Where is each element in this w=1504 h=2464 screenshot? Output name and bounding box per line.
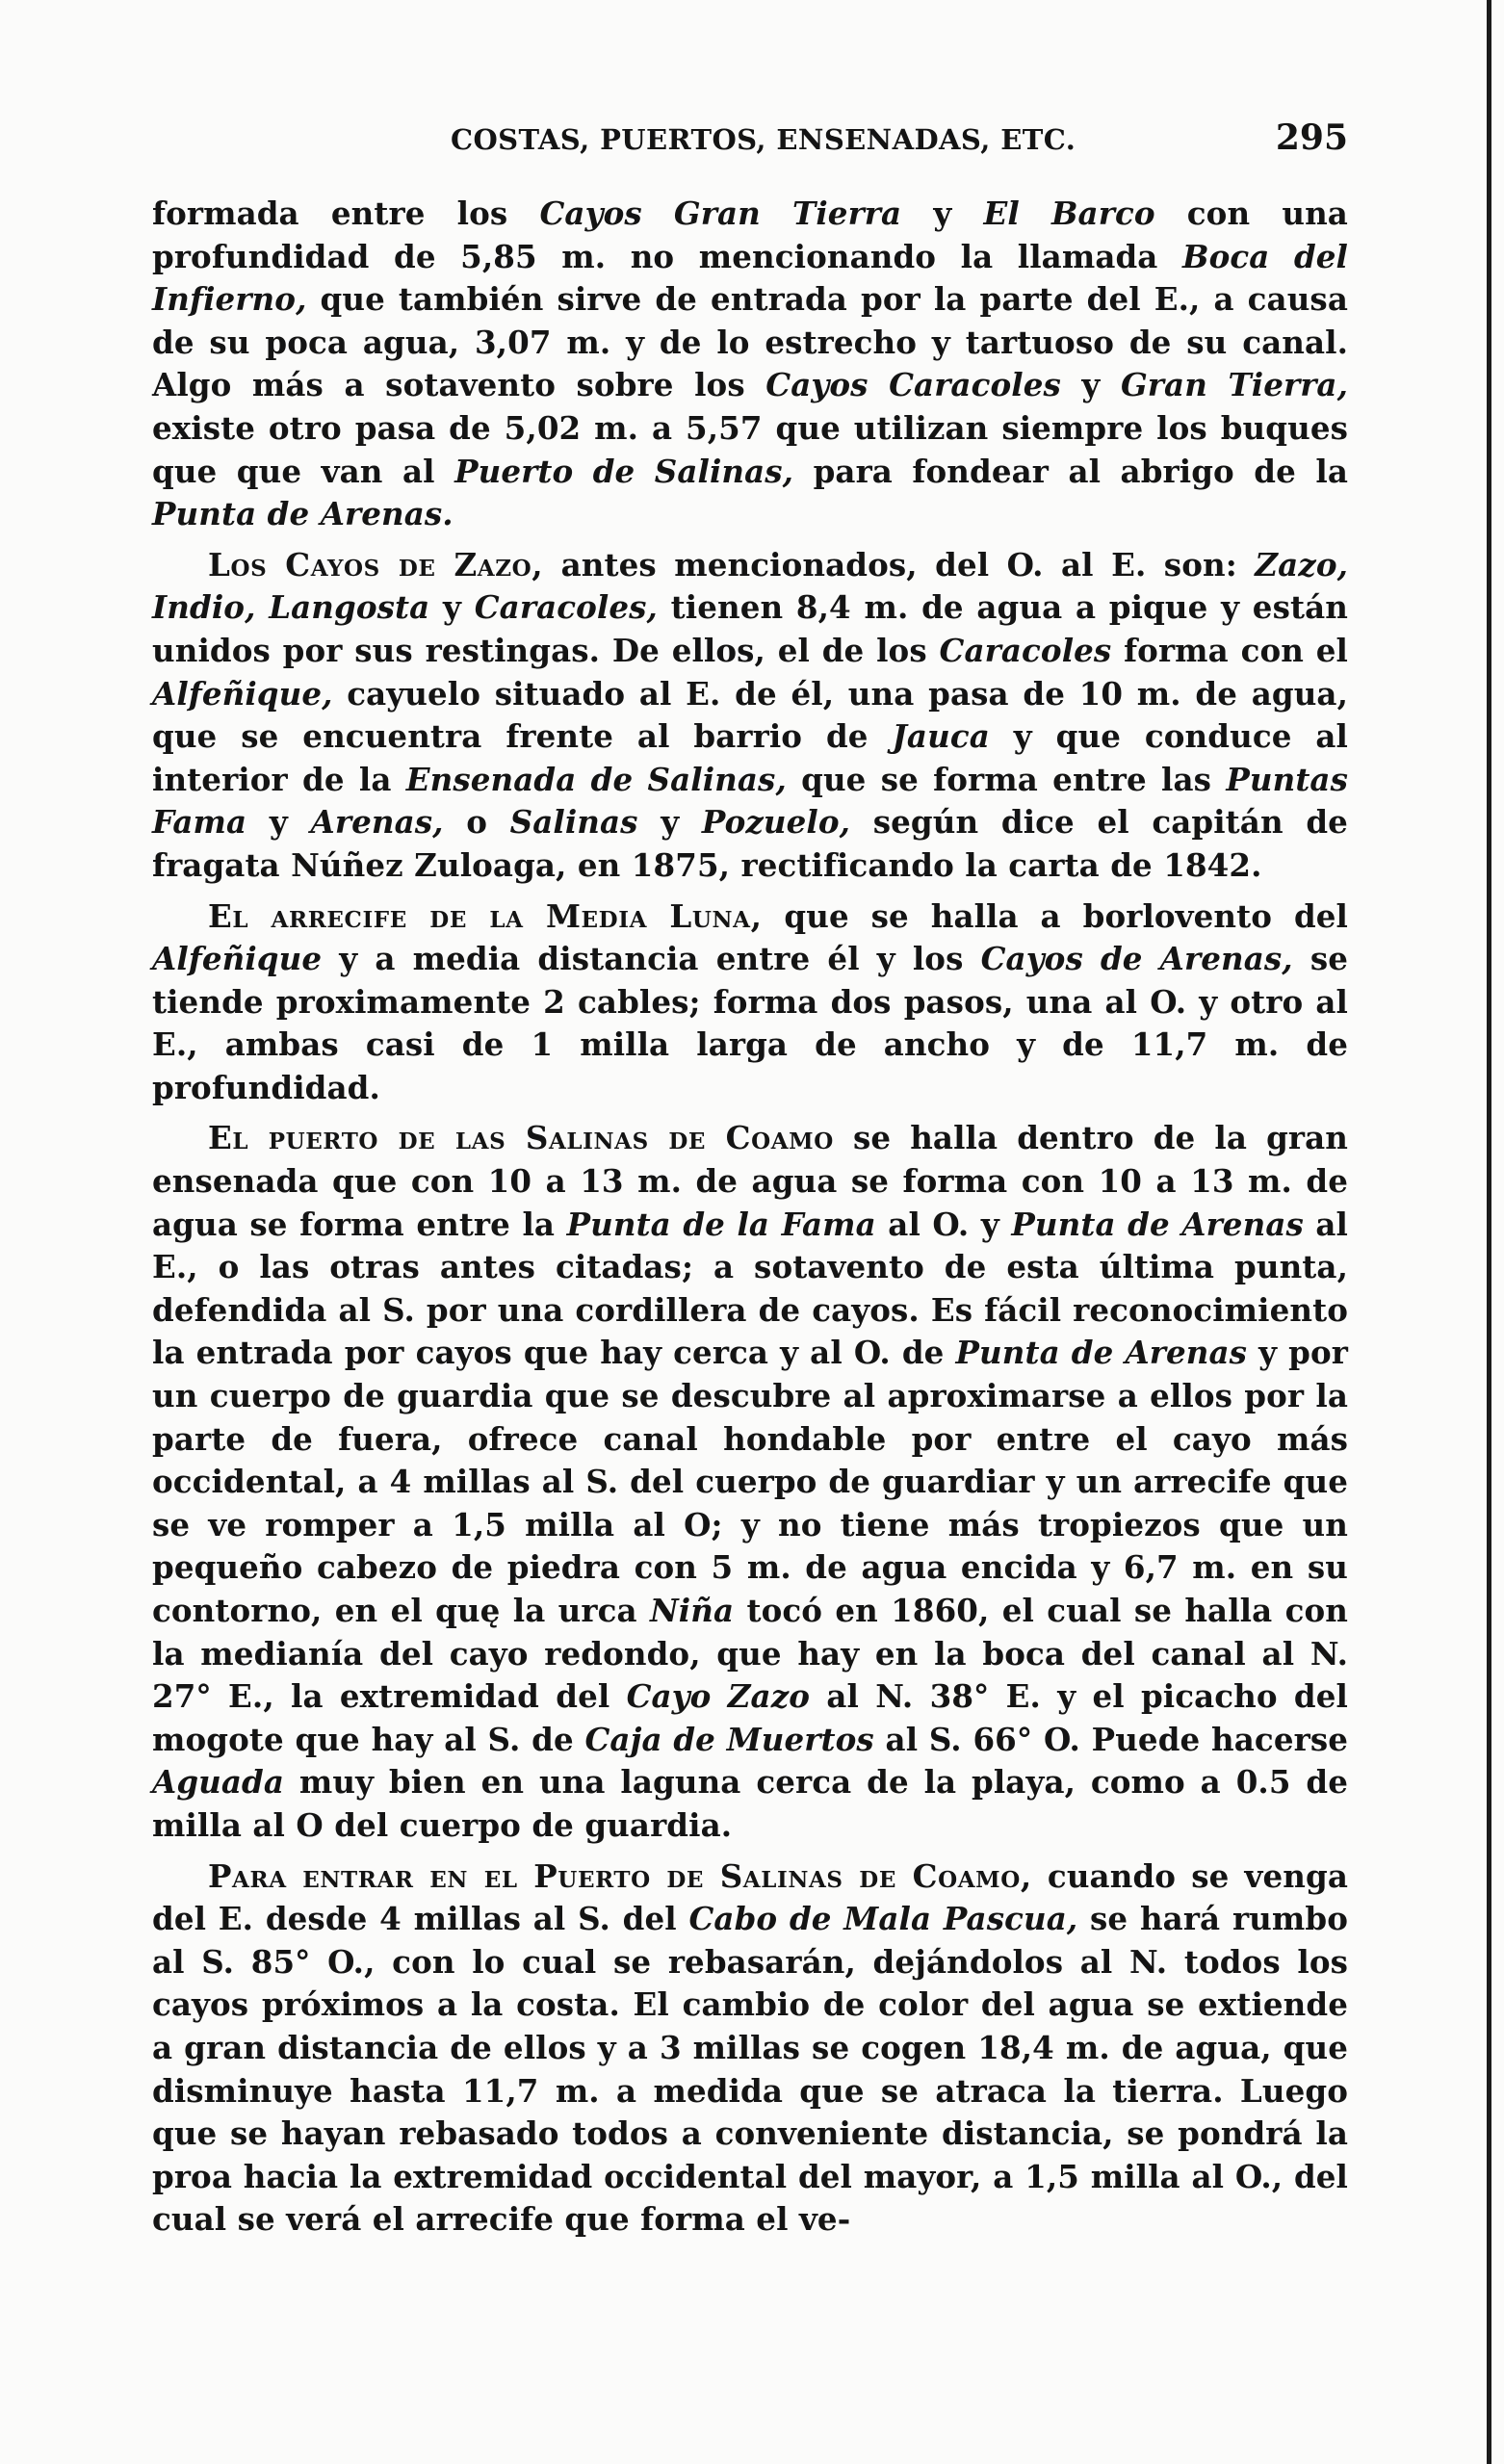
text-run: se tiende proximamente 2 cables; forma dos pasos, una al O. y otro al E., ambas casi de 1 milla larga de ancho y de 11,7 m. de profundidad.	[152, 940, 1348, 1106]
italic-place-name: Caja de Muertos	[584, 1720, 874, 1758]
paragraph-1	[152, 193, 1348, 536]
text-run: tienen 8,4 m. de agua a pique y están unidos por sus restingas. De ellos, el de los	[152, 588, 1348, 669]
italic-place-name: Caracoles,	[474, 588, 658, 627]
italic-place-name: Cayos Caracoles	[765, 366, 1061, 404]
text-run: que también sirve de entrada por la parte del E., a causa de su poca agua, 3,07 m. y de lo estrecho y tartuoso de su canal. Algo más a sotavento sobre los	[152, 280, 1348, 404]
italic-place-name: Cayos Gran Tierra	[539, 195, 902, 232]
paragraph-puerto-salinas	[152, 1117, 1348, 1847]
section-heading: El puerto de las Salinas de Coamo	[208, 1119, 834, 1157]
running-head: COSTAS, PUERTOS, ENSENADAS, ETC.	[451, 123, 1076, 156]
text-run: al O. y	[875, 1205, 1012, 1243]
text-run: se hará rumbo al S. 85° O., con lo cual se rebasarán, dejándolos al N. todos los cayos próximos a la costa. El cambio de color del agua se extiende a gran distancia de ellos y a 3 millas se cogen 18,4 m. de agua, que disminuye hasta 11,7 m. a medida que se atraca la tierra. Luego que se hayan rebasado todos a conveniente distancia, se pondrá la proa hacia la extremidad occidental del mayor, a 1,5 milla al O., del cual se verá el arrecife que forma el ve-	[152, 1900, 1348, 2239]
italic-place-name: Gran Tierra,	[1120, 366, 1348, 404]
text-run: y por un cuerpo de guardia que se descubre al aproximarse a ellos por la parte de fuera, ofrece canal hondable por entre el cayo más occidental, a 4 millas al S. del cuerpo de guardiar y un arrecife que se ve romper a 1,5 milla al O; y no tiene más tropiezos que un pequeño cabezo de piedra con 5 m. de agua encida y 6,7 m. en su contorno, en el quę la urca	[152, 1334, 1348, 1629]
italic-place-name: Pozuelo,	[701, 803, 851, 842]
italic-place-name: Niña	[650, 1592, 735, 1629]
italic-place-name: Ensenada de Salinas,	[405, 760, 787, 798]
italic-place-name: Puntas Fama	[152, 760, 1348, 842]
italic-place-name: Cayo Zazo	[626, 1677, 811, 1716]
text-run: y	[901, 195, 984, 232]
italic-place-name: Punta de Arenas	[1011, 1205, 1304, 1243]
italic-place-name: Cayos de Arenas,	[980, 940, 1293, 978]
text-run: que se halla a borlovento del	[762, 896, 1348, 935]
text-run: tocó en 1860, el cual se halla con la medianía del cayo redondo, que hay en la boca del canal al N. 27° E., la extremidad del	[152, 1592, 1348, 1716]
text-run: y	[1060, 366, 1121, 404]
italic-place-name: Punta de Arenas	[955, 1334, 1248, 1372]
text-run: al E., o las otras antes citadas; a sotavento de esta última punta, defendida al S. por una cordillera de cayos. Es fácil reconocimiento la entrada por cayos que hay cerca y al O. de	[152, 1205, 1348, 1372]
text-run: se halla dentro de la gran ensenada que con 10 a 13 m. de agua se forma con 10 a 13 m. de agua se forma entre la	[152, 1119, 1349, 1243]
text-run: que se forma entre las	[786, 760, 1227, 798]
paragraph-arrecife-media-luna	[152, 895, 1348, 1110]
text-run: cuando se venga del E. desde 4 millas al S. del	[152, 1856, 1348, 1938]
text-run: muy bien en una laguna cerca de la playa, como a 0.5 de milla al O del cuerpo de guardia.	[152, 1763, 1348, 1844]
italic-place-name: Punta de la Fama	[566, 1205, 876, 1243]
italic-place-name: Puerto de Salinas,	[454, 452, 794, 490]
paragraph-cayos-de-zazo	[152, 544, 1348, 888]
italic-place-name: Alfeñique	[152, 940, 323, 978]
italic-place-name: Arenas,	[310, 803, 444, 842]
section-heading: El arrecife de la Media Luna,	[208, 896, 763, 935]
text-run: y	[246, 803, 311, 842]
text-run: forma con el	[1111, 631, 1348, 669]
text-run: según dice el capitán de fragata Núñez Zuloaga, en 1875, rectificando la carta de 1842.	[152, 803, 1348, 884]
text-run: existe otro pasa de 5,02 m. a 5,57 que utilizan siempre los buques que que van al	[152, 408, 1348, 490]
paragraph-para-entrar	[152, 1855, 1348, 2242]
text-run: formada entre los	[152, 195, 540, 232]
italic-place-name: Punta de Arenas.	[152, 495, 454, 533]
text-run: y	[637, 803, 702, 842]
body-text	[152, 193, 1348, 2242]
page-header	[152, 114, 1348, 171]
text-run: al N. 38° E. y el picacho del mogote que hay al S. de	[152, 1677, 1348, 1758]
italic-place-name: Alfeñique,	[152, 674, 333, 713]
text-run: al S. 66° O. Puede hacerse	[873, 1720, 1348, 1758]
text-run: para fondear al abrigo de la	[793, 452, 1348, 490]
text-run: y que conduce al interior de la	[152, 717, 1348, 798]
page-number: 295	[1275, 117, 1348, 158]
italic-place-name: Zazo, Indio, Langosta	[152, 545, 1349, 627]
text-run: con una profundidad de 5,85 m. no mencionando la llamada	[152, 195, 1348, 275]
text-run: cayuelo situado al E. de él, una pasa de 10 m. de agua, que se encuentra frente al barrio de	[152, 674, 1348, 756]
text-run: y a media distancia entre él y los	[322, 940, 981, 978]
italic-place-name: Boca del Infierno,	[152, 237, 1349, 319]
italic-place-name: Aguada	[152, 1763, 285, 1802]
italic-place-name: El Barco	[983, 195, 1155, 232]
section-heading: Los Cayos de Zazo,	[208, 545, 544, 584]
section-heading: Para entrar en el Puerto de Salinas de Coamo,	[208, 1856, 1032, 1895]
italic-place-name: Salinas	[509, 803, 638, 842]
scan-edge-line	[1487, 0, 1491, 2464]
italic-place-name: Caracoles	[939, 631, 1112, 669]
italic-place-name: Cabo de Mala Pascua,	[688, 1900, 1078, 1938]
text-run: o	[443, 803, 510, 842]
text-run: y	[429, 588, 475, 627]
text-run: antes mencionados, del O. al E. son:	[543, 545, 1256, 584]
italic-place-name: Jauca	[892, 717, 990, 756]
